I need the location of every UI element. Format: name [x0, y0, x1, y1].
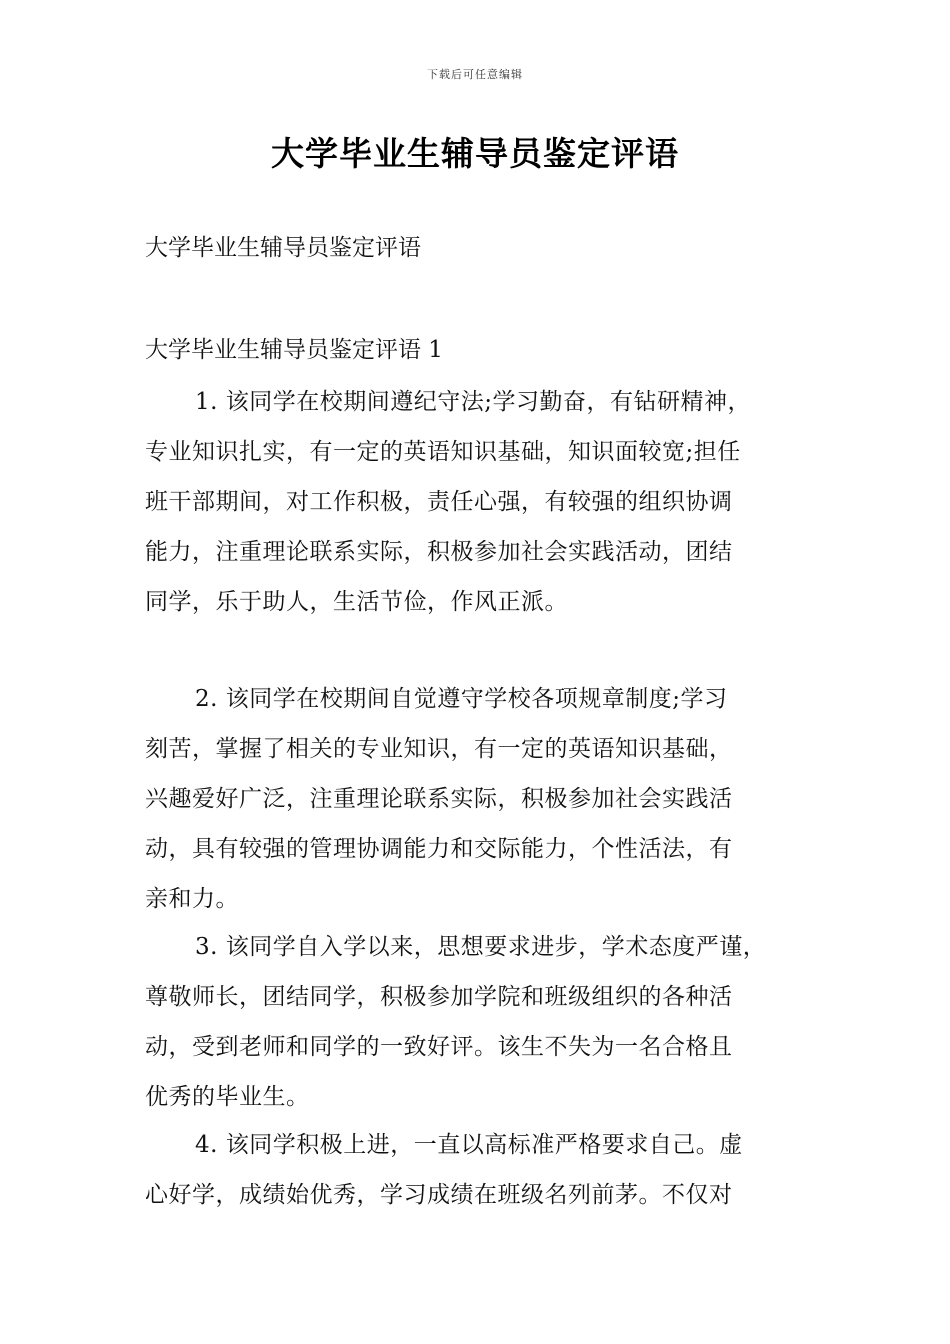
paragraph-line: 刻苦，掌握了相关的专业知识，有一定的英语知识基础，: [145, 736, 733, 762]
paragraph-line: 心好学，成绩始优秀，学习成绩在班级名列前茅。不仅对: [145, 1182, 733, 1208]
paragraph-line: 亲和力。: [145, 886, 239, 912]
paragraph-line: 尊敬师长，团结同学，积极参加学院和班级组织的各种活: [145, 984, 733, 1010]
paragraph-line: 优秀的毕业生。: [145, 1084, 310, 1110]
paragraph-line: 动，具有较强的管理协调能力和交际能力，个性活法，有: [145, 836, 733, 862]
paragraph-line: 专业知识扎实，有一定的英语知识基础，知识面较宽;担任: [145, 439, 741, 465]
paragraph-1: [145, 377, 835, 627]
paragraph-line: 动，受到老师和同学的一致好评。该生不失为一名合格且: [145, 1034, 733, 1060]
paragraph-line: 3. 该同学自入学以来，思想要求进步，学术态度严谨，: [195, 934, 767, 960]
paragraph-3: [145, 922, 835, 1122]
section-heading: 大学毕业生辅导员鉴定评语 1: [145, 337, 443, 363]
paragraph-line: 兴趣爱好广泛，注重理论联系实际，积极参加社会实践活: [145, 786, 733, 812]
paragraph-line: 能力，注重理论联系实际，积极参加社会实践活动，团结: [145, 539, 733, 565]
paragraph-line: 同学，乐于助人，生活节俭，作风正派。: [145, 589, 568, 615]
paragraph-line: 1. 该同学在校期间遵纪守法;学习勤奋，有钻研精神，: [195, 389, 752, 415]
paragraph-2: [145, 674, 835, 924]
paragraph-line: 班干部期间，对工作积极，责任心强，有较强的组织协调: [145, 489, 733, 515]
header-note: 下载后可任意编辑: [427, 68, 523, 81]
document-title: 大学毕业生辅导员鉴定评语: [271, 134, 679, 173]
document-subtitle: 大学毕业生辅导员鉴定评语: [145, 235, 421, 261]
paragraph-line: 4. 该同学积极上进，一直以高标准严格要求自己。虚: [195, 1132, 743, 1158]
paragraph-line: 2. 该同学在校期间自觉遵守学校各项规章制度;学习: [195, 686, 728, 712]
paragraph-4: [145, 1120, 835, 1220]
